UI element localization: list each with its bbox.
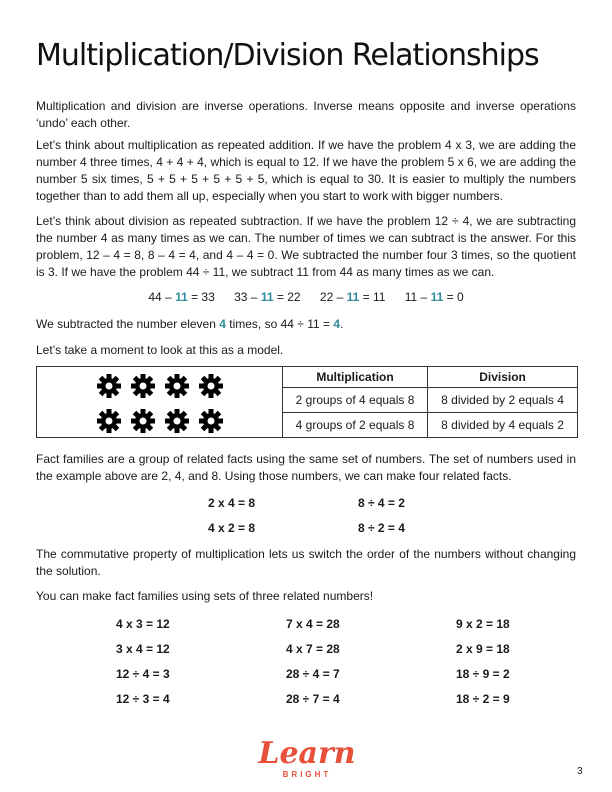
model-table [36,366,578,438]
gear-icon [131,374,155,398]
fact-set-fact: 3 x 4 = 12 [116,642,170,656]
table-cell: 2 groups of 4 equals 8 [283,388,428,413]
gear-model [37,367,283,438]
table-cell: 4 groups of 2 equals 8 [283,413,428,438]
fact-set-fact: 2 x 9 = 18 [456,642,510,656]
paragraph-inverse: Multiplication and division are inverse operations. Inverse means opposite and inverse operations ‘undo’ each other. [36,99,576,130]
paragraph-result: We subtracted the number eleven 4 times, so 44 ÷ 11 = 4. [36,317,344,331]
table-cell: 8 divided by 4 equals 2 [428,413,578,438]
gear-row [97,409,223,433]
subtraction-step: 11 – 11 = 0 [404,290,464,304]
gear-icon [199,409,223,433]
header-division: Division [428,367,578,388]
page-title: Multiplication/Division Relationships [36,38,539,73]
header-multiplication: Multiplication [283,367,428,388]
fact-set-fact: 4 x 7 = 28 [286,642,340,656]
fact-family-fact: 2 x 4 = 8 [208,496,256,510]
subtraction-step: 22 – 11 = 11 [319,290,386,304]
page-number: 3 [577,766,583,777]
gear-row [97,374,223,398]
fact-set-fact: 28 ÷ 7 = 4 [286,692,340,706]
paragraph-multiplication: Let’s think about multiplication as repeated addition. If we have the problem 4 x 3, we are adding the number 4 three times, 4 + 4 + 4, which is equal to 12. If we have the problem 5 x 6, we are adding the number 5 six times, 5 + 5 + 5 + 5 + 5 + 5, which is equal to 30. It is easier to multiply the numbers together than to add them all up, especially when you start to work with bigger numbers. [36,138,576,203]
paragraph-commutative: The commutative property of multiplication lets us switch the order of the numbers without changing the solution. [36,547,576,578]
fact-set-fact: 4 x 3 = 12 [116,617,170,631]
fact-set-fact: 18 ÷ 2 = 9 [456,692,510,706]
gear-icon [131,409,155,433]
learn-bright-logo [252,738,362,782]
paragraph-model-intro: Let’s take a moment to look at this as a model. [36,343,284,357]
fact-set-fact: 18 ÷ 9 = 2 [456,667,510,681]
gear-icon [97,409,121,433]
paragraph-fact-sets-intro: You can make fact families using sets of three related numbers! [36,589,374,603]
paragraph-division: Let’s think about division as repeated subtraction. If we have the problem 12 ÷ 4, we are subtracting the number 4 as many times as we can. The number of times we can subtract is the answer. For this problem, 12 – 4 = 8, 8 – 4 = 4, and 4 – 4 = 0. We subtracted the number four 3 times, so the quotient is 3. If we have the problem 44 ÷ 11, we subtract 11 from 44 as many times as we can. [36,214,576,279]
subtraction-step: 44 – 11 = 33 [148,290,215,304]
gear-icon [97,374,121,398]
fact-set-fact: 12 ÷ 3 = 4 [116,692,170,706]
fact-family-fact: 8 ÷ 2 = 4 [358,521,405,535]
fact-family-fact: 4 x 2 = 8 [208,521,256,535]
gear-icon [199,374,223,398]
table-cell: 8 divided by 2 equals 4 [428,388,578,413]
gear-icon [165,409,189,433]
fact-family-fact: 8 ÷ 4 = 2 [358,496,405,510]
gear-groups [37,372,282,433]
subtraction-equations [0,290,612,304]
fact-set-fact: 28 ÷ 4 = 7 [286,667,340,681]
fact-set-fact: 9 x 2 = 18 [456,617,510,631]
logo-wordmark: Learn [258,736,356,771]
subtraction-step: 33 – 11 = 22 [234,290,301,304]
logo-subtitle: BRIGHT [282,770,332,779]
fact-set-fact: 12 ÷ 4 = 3 [116,667,170,681]
paragraph-fact-families: Fact families are a group of related facts using the same set of numbers. The set of numbers used in the example above are 2, 4, and 8. Using those numbers, we can make four related facts. [36,452,576,483]
fact-set-fact: 7 x 4 = 28 [286,617,340,631]
gear-icon [165,374,189,398]
